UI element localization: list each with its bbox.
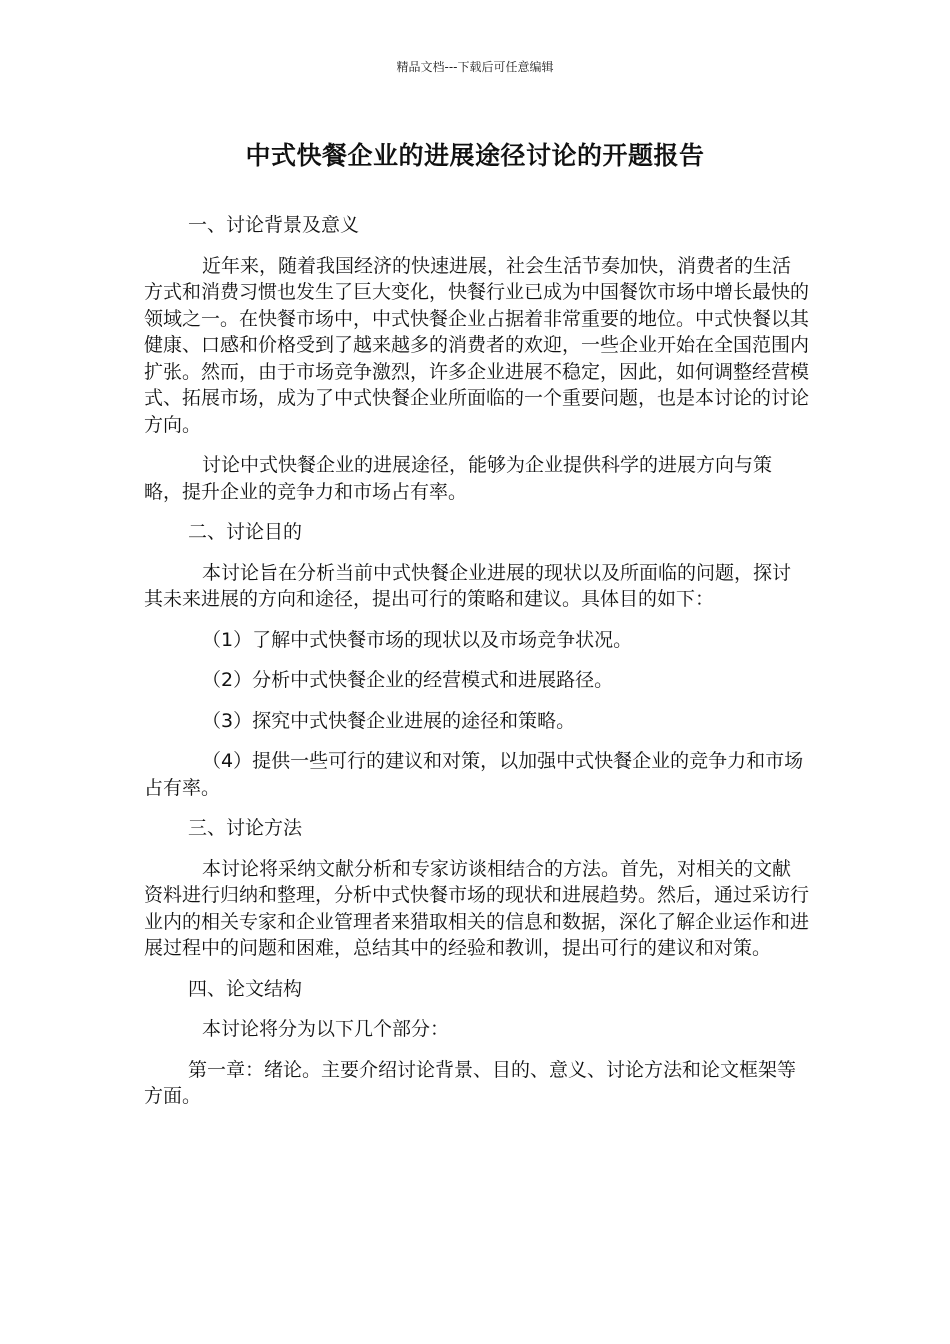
section-heading-1: 一、讨论背景及意义 [188,214,360,236]
paragraph-background: 近年来，随着我国经济的快速进展，社会生活节奏加快，消费者的生活方式和消费习惯也发生了巨大变化，快餐行业已成为中国餐饮市场中增长最快的领域之一。在快餐市场中，中式快餐企业占据着非常重要的地位。中式快餐以其健康、口感和价格受到了越来越多的消费者的欢迎，一些企业开始在全国范围内扩张。然而，由于市场竞争激烈，许多企业进展不稳定，因此，如何调整经营模式、拓展市场，成为了中式快餐企业所面临的一个重要问题，也是本讨论的讨论方向。 [144,254,810,436]
paragraph-structure-intro: 本讨论将分为以下几个部分： [202,1018,450,1040]
purpose-item-1: （1）了解中式快餐市场的现状以及市场竞争状况。 [202,628,633,651]
chapter-1-description: 第一章：绪论。主要介绍讨论背景、目的、意义、讨论方法和论文框架等方面。 [144,1058,797,1107]
document-title: 中式快餐企业的进展途径讨论的开题报告 [245,141,705,170]
purpose-item-2: （2）分析中式快餐企业的经营模式和进展路径。 [202,669,614,691]
purpose-item-3: （3）探究中式快餐企业进展的途径和策略。 [202,709,576,732]
paragraph-purpose: 本讨论旨在分析当前中式快餐企业进展的现状以及所面临的问题，探讨其未来进展的方向和途径，提出可行的策略和建议。具体目的如下： [144,561,792,610]
paragraph-significance: 讨论中式快餐企业的进展途径，能够为企业提供科学的进展方向与策略，提升企业的竞争力和市场占有率。 [144,454,773,503]
paragraph-method: 本讨论将采纳文献分析和专家访谈相结合的方法。首先，对相关的文献资料进行归纳和整理，分析中式快餐市场的现状和进展趋势。然后，通过采访行业内的相关专家和企业管理者来猎取相关的信息和数据，深化了解企业运作和进展过程中的问题和困难，总结其中的经验和教训，提出可行的建议和对策。 [144,857,810,959]
section-heading-2: 二、讨论目的 [188,521,303,543]
section-heading-3: 三、讨论方法 [188,817,303,839]
document-body [144,212,809,1124]
header-note: 精品文档---下载后可任意编辑 [396,60,554,74]
section-heading-4: 四、论文结构 [188,977,303,1000]
purpose-item-4: （4）提供一些可行的建议和对策，以加强中式快餐企业的竞争力和市场占有率。 [144,750,804,799]
